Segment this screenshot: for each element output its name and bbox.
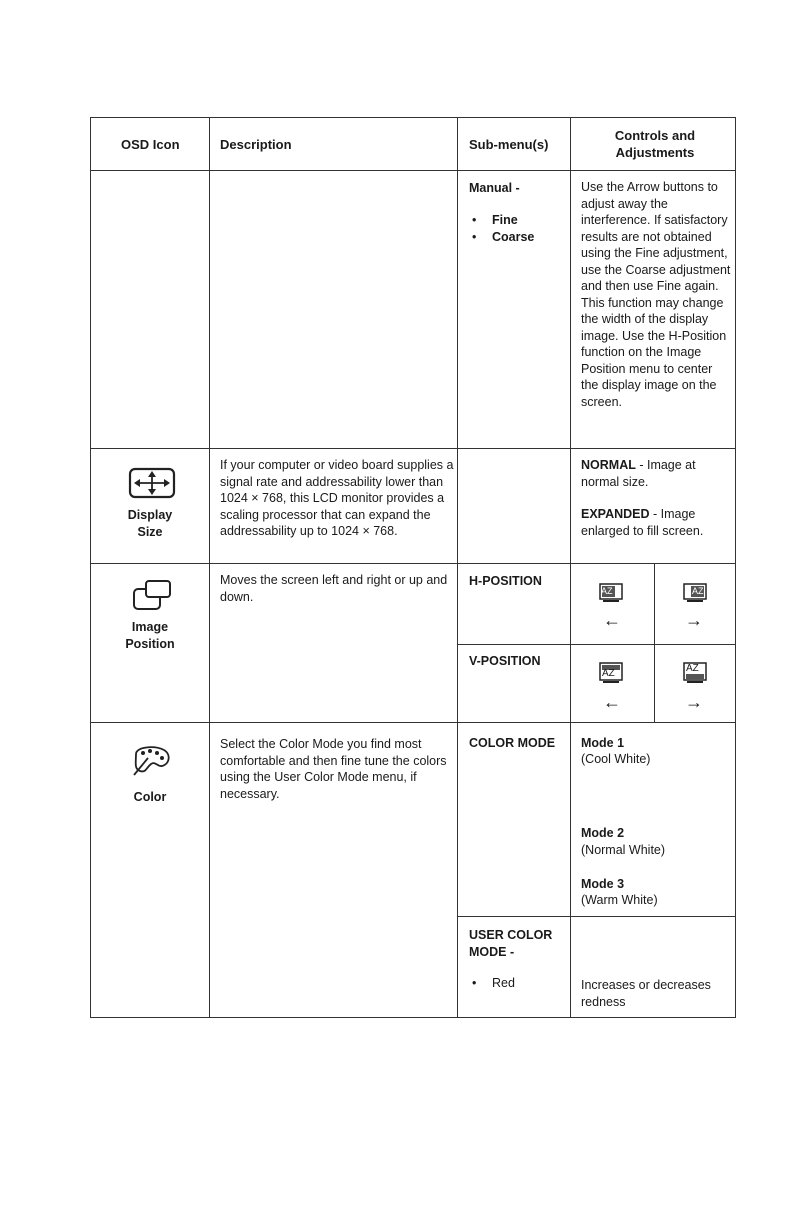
- row-divider: [90, 722, 736, 723]
- arrow-left-icon: ←: [603, 692, 621, 712]
- normal-text: - Image at normal size.: [581, 458, 696, 489]
- mode-3-name: Mode 3: [581, 877, 625, 891]
- manual-controls-text: Use the Arrow buttons to adjust away the interference. If satisfactory results are not obtained using the Fine adjustment, use the Coarse adjustment and then use Fine again. This function may change the width of the display image. Use the H-Position function on the Image Position menu to center the display image on the screen.: [581, 180, 731, 409]
- expanded-option: [581, 506, 731, 539]
- controls-split: [654, 563, 655, 722]
- red-description: Increases or decreases redness: [581, 978, 711, 1009]
- submenu-fine: Fine: [492, 213, 518, 227]
- display-size-label: Display Size: [127, 508, 173, 539]
- header-divider: [90, 170, 736, 171]
- subrow-divider: [458, 644, 736, 645]
- header-description: Description: [220, 137, 292, 152]
- image-position-label: Image Position: [125, 620, 175, 651]
- mode-2-desc: (Normal White): [581, 843, 666, 857]
- arrow-right-icon: →: [685, 610, 703, 630]
- image-position-description: Moves the screen left and right or up and down.: [220, 573, 448, 604]
- image-position-icon: [132, 579, 172, 616]
- monitor-text: AZ: [686, 663, 699, 674]
- color-label: Color: [133, 790, 167, 804]
- monitor-text: AZ: [602, 668, 615, 679]
- header-controls: Controls and Adjustments: [614, 128, 696, 160]
- color-description: Select the Color Mode you find most comfortable and then fine tune the colors using the User Color Mode menu, if necessary.: [220, 737, 447, 801]
- header-submenus: Sub-menu(s): [469, 137, 549, 152]
- monitor-text: AZ: [692, 586, 704, 596]
- color-mode-label: COLOR MODE: [469, 736, 556, 750]
- submenu-manual: Manual -: [469, 181, 520, 195]
- normal-label: NORMAL: [581, 458, 636, 472]
- header-osd-icon: OSD Icon: [121, 137, 180, 152]
- table-border-left: [90, 117, 91, 1018]
- mode-3-desc: (Warm White): [581, 893, 658, 907]
- bullet-dot: •: [472, 230, 477, 244]
- mode-1-desc: (Cool White): [581, 752, 651, 766]
- display-size-description: If your computer or video board supplies a signal rate and addressability lower than 1024 × 768, this LCD monitor provides a scaling processor that can expand the addressability up to 1024 × 768.: [220, 458, 454, 538]
- v-position-label: V-POSITION: [469, 654, 541, 668]
- osd-table: [90, 117, 736, 1018]
- bullet-dot: •: [472, 976, 477, 990]
- user-color-mode-label: USER COLOR MODE -: [469, 928, 553, 959]
- table-border-bottom: [90, 1017, 736, 1018]
- red-bullet-label: Red: [492, 976, 515, 990]
- monitor-text: AZ: [601, 586, 613, 596]
- submenu-coarse: Coarse: [492, 230, 535, 244]
- palette-icon: [130, 744, 172, 781]
- expanded-label: EXPANDED: [581, 507, 650, 521]
- col-divider: [570, 117, 571, 1018]
- bullet-dot: •: [472, 213, 477, 227]
- arrow-right-icon: →: [685, 692, 703, 712]
- subrow-divider: [458, 916, 736, 917]
- col-divider: [457, 117, 458, 1018]
- arrow-left-icon: ←: [603, 610, 621, 630]
- table-border-right: [735, 117, 736, 1018]
- normal-option: [581, 457, 731, 490]
- row-divider: [90, 563, 736, 564]
- expanded-text: - Image enlarged to fill screen.: [581, 507, 704, 538]
- table-border-top: [90, 117, 736, 118]
- row-divider: [90, 448, 736, 449]
- mode-1-name: Mode 1: [581, 736, 625, 750]
- display-size-icon: [128, 467, 176, 504]
- mode-2-name: Mode 2: [581, 826, 625, 840]
- h-position-label: H-POSITION: [469, 574, 542, 588]
- col-divider: [209, 117, 210, 1018]
